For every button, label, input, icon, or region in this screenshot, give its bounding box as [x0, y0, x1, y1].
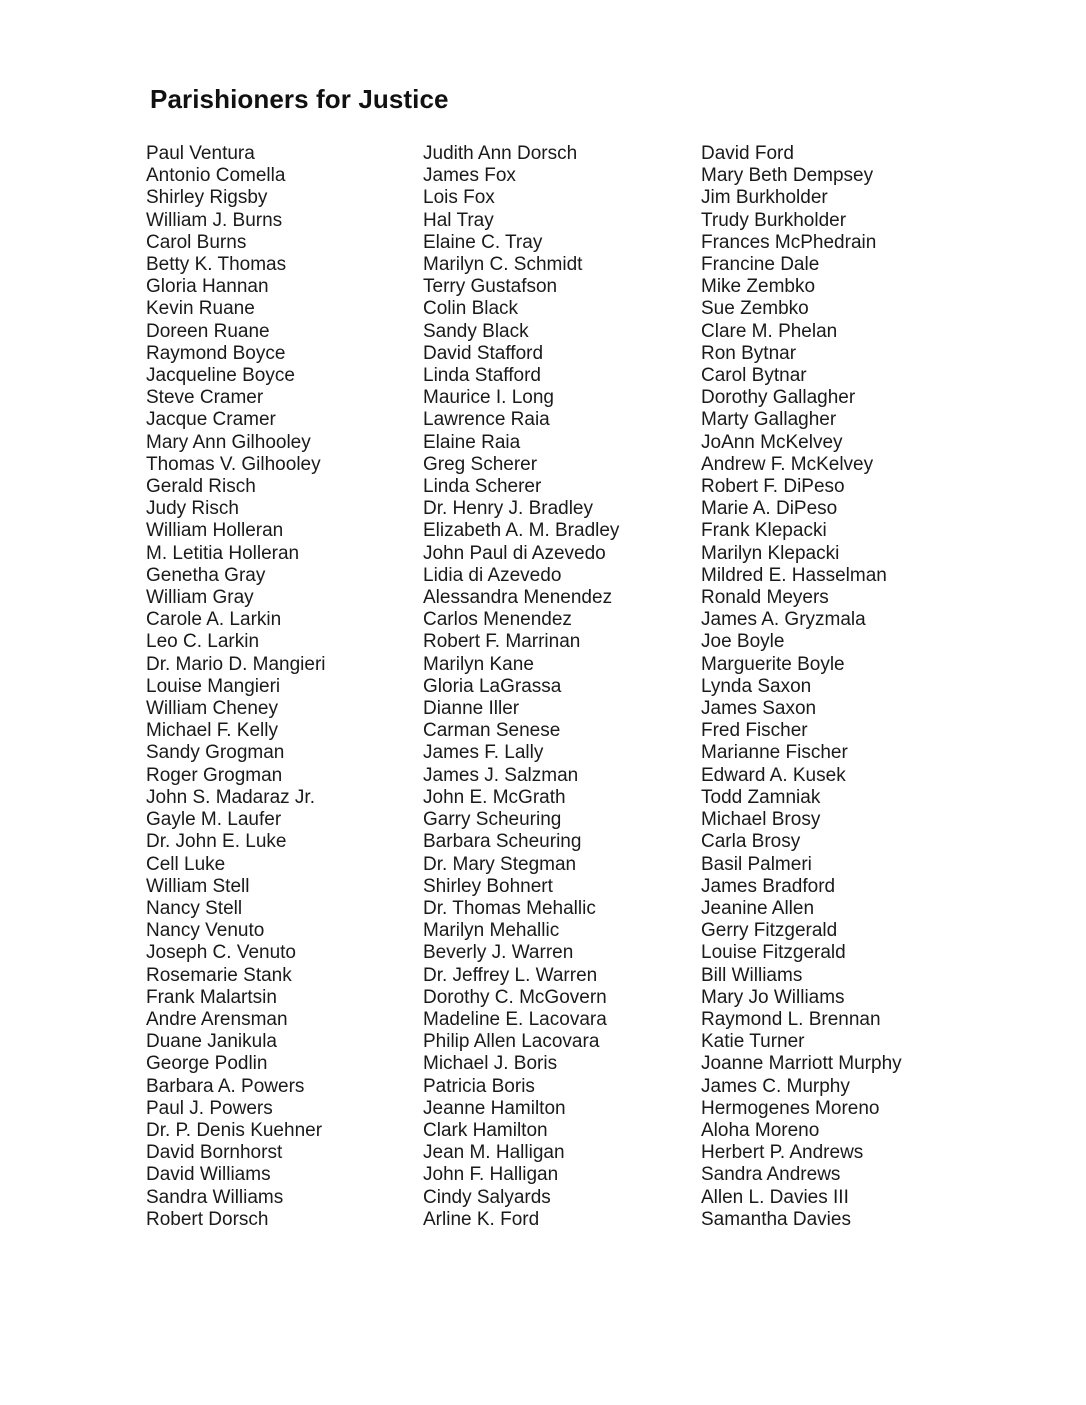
list-item: Clare M. Phelan — [701, 320, 838, 342]
list-item: Paul Ventura — [146, 143, 255, 164]
list-item: Elaine Raia — [423, 431, 521, 453]
list-item: Frances McPhedrain — [701, 231, 877, 253]
list-item: Judith Ann Dorsch — [423, 143, 578, 164]
list-item: Allen L. Davies III — [701, 1186, 849, 1208]
list-item: Ronald Meyers — [701, 587, 829, 609]
name-column-1 — [146, 143, 326, 1231]
list-item: Dr. Henry J. Bradley — [423, 498, 593, 520]
list-item: Jim Burkholder — [701, 187, 828, 209]
list-item: Gloria Hannan — [146, 276, 269, 298]
list-item: Barbara A. Powers — [146, 1075, 305, 1097]
list-item: Kevin Ruane — [146, 298, 255, 320]
list-item: Clark Hamilton — [423, 1119, 548, 1141]
list-item: John E. McGrath — [423, 786, 566, 808]
list-item: Roger Grogman — [146, 764, 283, 786]
list-item: Carol Bytnar — [701, 365, 807, 387]
list-item: Dorothy Gallagher — [701, 387, 856, 409]
list-item: Hal Tray — [423, 209, 494, 231]
list-item: Jeanne Hamilton — [423, 1097, 566, 1119]
list-item: John S. Madaraz Jr. — [146, 786, 315, 808]
list-item: Barbara Scheuring — [423, 831, 582, 853]
list-item: Raymond L. Brennan — [701, 1008, 881, 1030]
list-item: Marilyn C. Schmidt — [423, 254, 583, 276]
page-title: Parishioners for Justice — [150, 84, 449, 114]
list-item: Arline K. Ford — [423, 1208, 540, 1230]
list-item: Lidia di Azevedo — [423, 564, 562, 586]
list-item: William J. Burns — [146, 209, 283, 231]
list-item: Carla Brosy — [701, 831, 801, 853]
list-item: Maurice I. Long — [423, 387, 554, 409]
list-item: Lawrence Raia — [423, 409, 550, 431]
list-item: Edward A. Kusek — [701, 764, 846, 786]
list-item: Mary Beth Dempsey — [701, 165, 874, 187]
list-item: Joseph C. Venuto — [146, 942, 296, 964]
list-item: Cell Luke — [146, 853, 226, 875]
list-item: Mary Ann Gilhooley — [146, 431, 311, 453]
list-item: Elizabeth A. M. Bradley — [423, 520, 620, 542]
list-item: Leo C. Larkin — [146, 631, 260, 653]
list-item: Aloha Moreno — [701, 1119, 820, 1141]
list-item: Dr. P. Denis Kuehner — [146, 1119, 323, 1141]
list-item: Jacque Cramer — [146, 409, 276, 431]
list-item: Betty K. Thomas — [146, 254, 287, 276]
list-item: Philip Allen Lacovara — [423, 1031, 600, 1053]
list-item: Gerry Fitzgerald — [701, 920, 838, 942]
list-item: Mildred E. Hasselman — [701, 564, 887, 586]
list-item: Todd Zamniak — [701, 786, 821, 808]
list-item: Sandy Grogman — [146, 742, 285, 764]
list-item: JoAnn McKelvey — [701, 431, 843, 453]
list-item: Linda Scherer — [423, 476, 542, 498]
list-item: Mike Zembko — [701, 276, 816, 298]
list-item: Joanne Marriott Murphy — [701, 1053, 902, 1075]
list-item: Paul J. Powers — [146, 1097, 273, 1119]
list-item: James Bradford — [701, 875, 836, 897]
list-item: Madeline E. Lacovara — [423, 1008, 607, 1030]
list-item: James J. Salzman — [423, 764, 579, 786]
list-item: Carlos Menendez — [423, 609, 572, 631]
name-column-2 — [423, 143, 619, 1231]
list-item: David Ford — [701, 143, 794, 164]
list-item: Carole A. Larkin — [146, 609, 282, 631]
list-item: Gerald Risch — [146, 476, 256, 498]
list-item: Dianne Iller — [423, 698, 520, 720]
list-item: Sandra Williams — [146, 1186, 284, 1208]
list-item: Michael J. Boris — [423, 1053, 558, 1075]
list-item: James Saxon — [701, 698, 817, 720]
list-item: Louise Fitzgerald — [701, 942, 846, 964]
list-item: Shirley Rigsby — [146, 187, 268, 209]
list-item: Herbert P. Andrews — [701, 1142, 864, 1164]
list-item: John Paul di Azevedo — [423, 542, 606, 564]
list-item: Marilyn Klepacki — [701, 542, 840, 564]
list-item: Dr. John E. Luke — [146, 831, 287, 853]
list-item: Greg Scherer — [423, 453, 538, 475]
list-item: Sue Zembko — [701, 298, 809, 320]
list-item: Francine Dale — [701, 254, 820, 276]
list-item: Samantha Davies — [701, 1208, 851, 1230]
list-item: Jacqueline Boyce — [146, 365, 295, 387]
list-item: Frank Malartsin — [146, 986, 277, 1008]
list-item: Steve Cramer — [146, 387, 264, 409]
list-item: James A. Gryzmala — [701, 609, 866, 631]
list-item: Beverly J. Warren — [423, 942, 574, 964]
list-item: Fred Fischer — [701, 720, 808, 742]
list-item: Alessandra Menendez — [423, 587, 613, 609]
list-item: Michael Brosy — [701, 809, 821, 831]
list-item: Marianne Fischer — [701, 742, 848, 764]
list-item: James Fox — [423, 165, 516, 187]
list-item: William Stell — [146, 875, 250, 897]
list-item: David Stafford — [423, 342, 544, 364]
list-item: Antonio Comella — [146, 165, 286, 187]
list-item: Garry Scheuring — [423, 809, 562, 831]
list-item: Colin Black — [423, 298, 519, 320]
list-item: Gayle M. Laufer — [146, 809, 282, 831]
list-item: Dr. Mary Stegman — [423, 853, 577, 875]
list-item: Louise Mangieri — [146, 675, 281, 697]
list-item: Bill Williams — [701, 964, 803, 986]
list-item: Andre Arensman — [146, 1008, 288, 1030]
list-item: Linda Stafford — [423, 365, 541, 387]
list-item: Ron Bytnar — [701, 342, 797, 364]
list-item: Marilyn Kane — [423, 653, 534, 675]
list-item: Jeanine Allen — [701, 897, 815, 919]
list-item: Carman Senese — [423, 720, 561, 742]
list-item: James C. Murphy — [701, 1075, 850, 1097]
list-item: William Cheney — [146, 698, 278, 720]
list-item: Dr. Thomas Mehallic — [423, 897, 596, 919]
list-item: Sandra Andrews — [701, 1164, 841, 1186]
list-item: Nancy Stell — [146, 897, 243, 919]
list-item: Terry Gustafson — [423, 276, 558, 298]
list-item: Cindy Salyards — [423, 1186, 551, 1208]
name-column-3 — [701, 143, 902, 1231]
list-item: Robert Dorsch — [146, 1208, 269, 1230]
list-item: Hermogenes Moreno — [701, 1097, 880, 1119]
list-item: Elaine C. Tray — [423, 231, 543, 253]
list-item: Gloria LaGrassa — [423, 675, 562, 697]
list-item: George Podlin — [146, 1053, 268, 1075]
list-item: Duane Janikula — [146, 1031, 277, 1053]
list-item: Patricia Boris — [423, 1075, 535, 1097]
list-item: Trudy Burkholder — [701, 209, 847, 231]
list-item: Doreen Ruane — [146, 320, 270, 342]
list-item: William Gray — [146, 587, 254, 609]
list-item: John F. Halligan — [423, 1164, 559, 1186]
list-item: Dr. Jeffrey L. Warren — [423, 964, 598, 986]
list-item: Robert F. DiPeso — [701, 476, 845, 498]
list-item: Shirley Bohnert — [423, 875, 553, 897]
list-item: Marilyn Mehallic — [423, 920, 560, 942]
list-item: Marguerite Boyle — [701, 653, 845, 675]
list-item: Lois Fox — [423, 187, 495, 209]
list-item: Nancy Venuto — [146, 920, 265, 942]
list-item: Basil Palmeri — [701, 853, 812, 875]
list-item: Katie Turner — [701, 1031, 805, 1053]
list-item: Andrew F. McKelvey — [701, 453, 874, 475]
list-item: Dorothy C. McGovern — [423, 986, 607, 1008]
list-item: M. Letitia Holleran — [146, 542, 300, 564]
list-item: Judy Risch — [146, 498, 239, 520]
list-item: Joe Boyle — [701, 631, 785, 653]
list-item: Jean M. Halligan — [423, 1142, 565, 1164]
list-item: Thomas V. Gilhooley — [146, 453, 321, 475]
list-item: Lynda Saxon — [701, 675, 812, 697]
list-item: Carol Burns — [146, 231, 247, 253]
list-item: Mary Jo Williams — [701, 986, 845, 1008]
list-item: Michael F. Kelly — [146, 720, 278, 742]
list-item: Marie A. DiPeso — [701, 498, 838, 520]
list-item: Robert F. Marrinan — [423, 631, 581, 653]
list-item: Dr. Mario D. Mangieri — [146, 653, 326, 675]
list-item: Marty Gallagher — [701, 409, 837, 431]
list-item: Sandy Black — [423, 320, 529, 342]
list-item: Frank Klepacki — [701, 520, 827, 542]
list-item: David Bornhorst — [146, 1142, 283, 1164]
list-item: James F. Lally — [423, 742, 544, 764]
list-item: Genetha Gray — [146, 564, 266, 586]
list-item: Rosemarie Stank — [146, 964, 292, 986]
list-item: David Williams — [146, 1164, 271, 1186]
list-item: William Holleran — [146, 520, 284, 542]
list-item: Raymond Boyce — [146, 342, 286, 364]
